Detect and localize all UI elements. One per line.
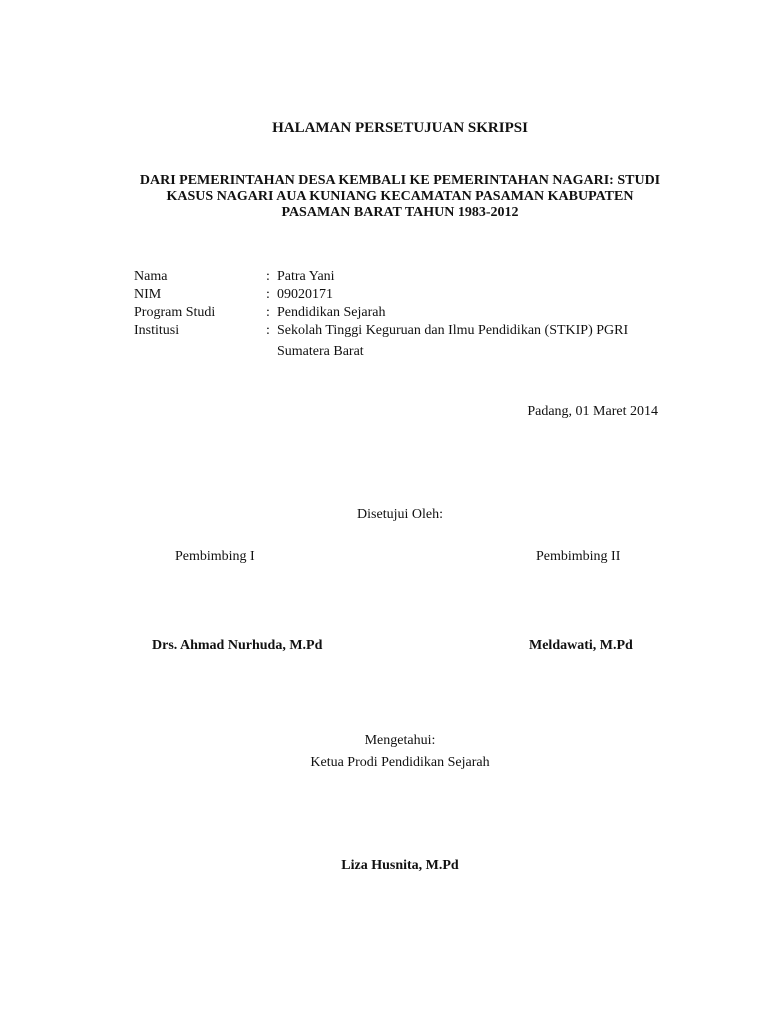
head-name: Liza Husnita, M.Pd (341, 858, 459, 873)
thesis-title (130, 173, 670, 221)
advisor-2-label: Pembimbing II (536, 549, 621, 564)
info-value: Pendidikan Sejarah (277, 305, 386, 320)
info-label: NIM (134, 287, 162, 302)
institution-continuation: Sumatera Barat (277, 344, 364, 359)
advisor-1-name: Drs. Ahmad Nurhuda, M.Pd (152, 638, 323, 653)
thesis-title-line: DARI PEMERINTAHAN DESA KEMBALI KE PEMERINTAHAN NAGARI: STUDI (139, 173, 661, 188)
advisor-2-name: Meldawati, M.Pd (529, 638, 633, 653)
info-label: Nama (134, 269, 168, 284)
info-value: 09020171 (277, 287, 333, 302)
info-colon: : (266, 305, 270, 320)
head-title: Ketua Prodi Pendidikan Sejarah (310, 755, 490, 770)
approved-by-label: Disetujui Oleh: (357, 507, 443, 522)
info-label: Program Studi (134, 305, 216, 320)
info-label: Institusi (134, 323, 180, 338)
info-colon: : (266, 323, 270, 338)
info-colon: : (266, 269, 270, 284)
thesis-title-line: KASUS NAGARI AUA KUNIANG KECAMATAN PASAMAN KABUPATEN (166, 189, 634, 204)
page-heading: HALAMAN PERSETUJUAN SKRIPSI (272, 120, 528, 136)
info-colon: : (266, 287, 270, 302)
info-value: Patra Yani (277, 269, 335, 284)
thesis-title-line: PASAMAN BARAT TAHUN 1983-2012 (281, 205, 519, 220)
advisor-1-label: Pembimbing I (175, 549, 255, 564)
info-value: Sekolah Tinggi Keguruan dan Ilmu Pendidikan (STKIP) PGRI (277, 323, 629, 338)
place-date: Padang, 01 Maret 2014 (527, 404, 658, 419)
acknowledged-label: Mengetahui: (364, 733, 436, 748)
